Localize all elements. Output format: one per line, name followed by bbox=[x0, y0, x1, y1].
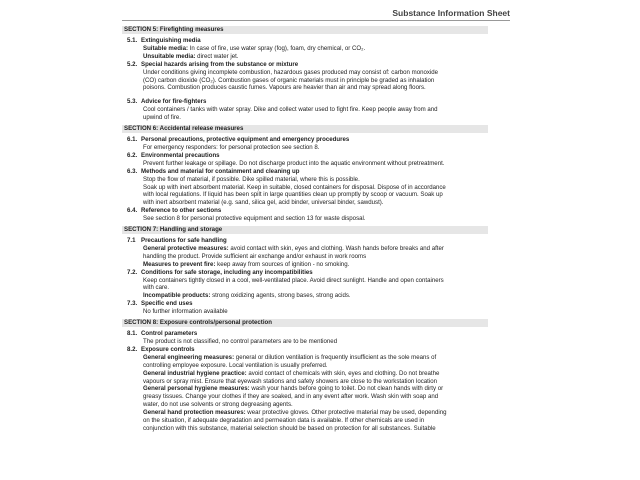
subsection-8-2-heading bbox=[122, 346, 488, 354]
section-8-heading: SECTION 8: Exposure controls/personal protection bbox=[122, 319, 488, 327]
subsection-title: Advice for fire-fighters bbox=[141, 98, 207, 106]
subsection-7-1-heading bbox=[122, 237, 488, 245]
subsection-number: 6.3. bbox=[127, 167, 138, 175]
incompatible-products-text: strong oxidizing agents, strong bases, strong acids. bbox=[210, 292, 351, 300]
subsection-7-3-heading bbox=[122, 300, 488, 308]
paragraph-line: greasy tissues. Change your clothes if they are soaked, and in any event after work. Wash skin with soap and bbox=[143, 393, 439, 401]
suitable-media-label: Suitable media: bbox=[143, 44, 189, 52]
subsection-title: Conditions for safe storage, including any incompatibilities bbox=[141, 268, 313, 276]
paragraph-line: vapours or spray mist. Ensure that eyewash stations and safety showers are close to the workstation location bbox=[143, 377, 437, 385]
paragraph-line: with care. bbox=[143, 284, 170, 292]
subsection-number: 5.2. bbox=[127, 60, 138, 68]
subsection-title: Extinguishing media bbox=[141, 37, 201, 44]
subsection-number: 5.1. bbox=[127, 37, 138, 44]
paragraph-line: with local regulations. If liquid has been spilt in large quantities clean up promptly by scoop or vacuum. Soak up bbox=[143, 191, 443, 199]
subsection-number: 8.1. bbox=[127, 330, 138, 338]
document-body bbox=[122, 26, 488, 433]
section-6-heading: SECTION 6: Accidental release measures bbox=[122, 125, 488, 133]
general-protective-line bbox=[122, 245, 488, 253]
paragraph-line: with inert absorbent material (e.g. sand, silica gel, acid binder, universal binder, sawdust). bbox=[143, 199, 384, 207]
incompatible-products-line bbox=[122, 292, 488, 300]
paragraph-line: Soak up with inert absorbent material. Keep in suitable, closed containers for disposal. Dispose of in accordance bbox=[143, 183, 446, 191]
paragraph-line: For emergency responders: for personal protection see section 8. bbox=[143, 143, 320, 151]
section-5-heading: SECTION 5: Firefighting measures bbox=[122, 26, 488, 34]
subsection-number: 7.1 bbox=[127, 237, 136, 245]
paragraph-line: Prevent further leakage or spillage. Do not discharge product into the aquatic environment without pretreatment. bbox=[143, 159, 445, 167]
engineering-measures-text: general or dilution ventilation is frequently insufficient as the sole means of bbox=[234, 353, 437, 361]
unsuitable-media-label: Unsuitable media: bbox=[143, 52, 196, 60]
paragraph-line: The product is not classified, no control parameters are to be mentioned bbox=[143, 338, 338, 345]
subsection-number: 5.3. bbox=[127, 98, 138, 106]
suitable-media-line bbox=[122, 45, 488, 53]
unsuitable-media-text: direct water jet. bbox=[195, 52, 239, 60]
paragraph-line: controlling employee exposure. Local ventilation is usually preferred. bbox=[143, 361, 328, 369]
industrial-hygiene-label: General industrial hygiene practice: bbox=[143, 369, 247, 377]
subsection-5-1-heading bbox=[122, 37, 488, 45]
subsection-6-4-heading bbox=[122, 207, 488, 215]
paragraph-line: (CO) carbon dioxide (CO₂). Combustion gases of organic materials must in principle be graded as inhalation bbox=[143, 76, 435, 84]
suitable-media-text: In case of fire, use water spray (fog), foam, dry chemical, or CO₂. bbox=[188, 44, 366, 52]
paragraph-line: conjunction with this substance, material selection should be based on protection for all substances. Suitable bbox=[143, 424, 436, 432]
subsection-title: Methods and material for containment and cleaning up bbox=[141, 167, 300, 175]
subsection-title: Environmental precautions bbox=[141, 151, 220, 159]
paragraph-line: water, do not use solvents or strong degreasing agents. bbox=[143, 401, 293, 409]
subsection-title: Specific end uses bbox=[141, 300, 193, 308]
hand-protection-text: wear protective gloves. Other protective material may be used, depending bbox=[245, 409, 447, 417]
paragraph-line: See section 8 for personal protective equipment and section 13 for waste disposal. bbox=[143, 215, 366, 223]
subsection-number: 6.1. bbox=[127, 136, 138, 144]
paragraph-line: handling the product. Provide sufficient air exchange and/or exhaust in work rooms bbox=[143, 252, 367, 260]
paragraph-line: Keep containers tightly closed in a cool, well-ventilated place. Avoid direct sunlight. Handle and open containers bbox=[143, 276, 444, 284]
subsection-title: Precautions for safe handling bbox=[141, 237, 227, 245]
subsection-title: Control parameters bbox=[141, 330, 198, 338]
industrial-hygiene-text: avoid contact of chemicals with skin, eyes and clothing. Do not breathe bbox=[246, 369, 440, 377]
subsection-number: 6.2. bbox=[127, 151, 138, 159]
subsection-title: Special hazards arising from the substance or mixture bbox=[141, 60, 299, 68]
paragraph-line: Under conditions giving incomplete combustion, hazardous gases produced may consist of: carbon monoxide bbox=[143, 68, 439, 76]
subsection-5-2-heading bbox=[122, 61, 488, 69]
general-protective-label: General protective measures: bbox=[143, 244, 229, 252]
subsection-number: 7.2. bbox=[127, 268, 138, 276]
subsection-title: Exposure controls bbox=[141, 345, 195, 353]
subsection-title: Personal precautions, protective equipment and emergency procedures bbox=[141, 136, 350, 144]
hand-protection-line bbox=[122, 409, 488, 417]
engineering-measures-line bbox=[122, 354, 488, 362]
paragraph-line: on the situation, if adequate degradation and permeation data is available. If other chemicals are used in bbox=[143, 417, 425, 425]
subsection-7-2-heading bbox=[122, 269, 488, 277]
title-divider bbox=[122, 20, 510, 21]
general-protective-text: avoid contact with skin, eyes and clothing. Wash hands before breaks and after bbox=[228, 244, 444, 252]
prevent-fire-text: keep away from sources of ignition - no smoking. bbox=[215, 260, 350, 268]
paragraph-line: Cool containers / tanks with water spray. Dike and collect water used to fight fire. Keep people away from and bbox=[143, 106, 438, 114]
prevent-fire-label: Measures to prevent fire: bbox=[143, 260, 216, 268]
engineering-measures-label: General engineering measures: bbox=[143, 353, 235, 361]
subsection-6-2-heading bbox=[122, 152, 488, 160]
section-7-heading: SECTION 7: Handling and storage bbox=[122, 226, 488, 234]
industrial-hygiene-line bbox=[122, 370, 488, 378]
personal-hygiene-text: wash your hands before going to toilet. Do not clean hands with dirty or bbox=[249, 385, 444, 393]
subsection-6-1-heading bbox=[122, 136, 488, 144]
incompatible-products-label: Incompatible products: bbox=[143, 292, 211, 300]
subsection-number: 7.3. bbox=[127, 300, 138, 308]
paragraph-line: No further information available bbox=[143, 308, 228, 316]
hand-protection-label: General hand protection measures: bbox=[143, 409, 246, 417]
subsection-5-3-heading bbox=[122, 98, 488, 106]
subsection-title: Reference to other sections bbox=[141, 207, 222, 215]
paragraph-line: Stop the flow of material, if possible. Dike spilled material, where this is possible. bbox=[143, 175, 360, 183]
personal-hygiene-label: General personal hygiene measures: bbox=[143, 385, 250, 393]
personal-hygiene-line bbox=[122, 385, 488, 393]
paragraph-line: upwind of fire. bbox=[143, 114, 181, 122]
unsuitable-media-line bbox=[122, 53, 488, 61]
prevent-fire-line bbox=[122, 261, 488, 269]
document-title: Substance Information Sheet bbox=[392, 8, 510, 18]
subsection-6-3-heading bbox=[122, 168, 488, 176]
subsection-8-1-heading bbox=[122, 330, 488, 338]
subsection-number: 8.2. bbox=[127, 345, 138, 353]
paragraph-line: poisons. Combustion produces caustic fumes. Vapours are heavier than air and may spread along floors. bbox=[143, 84, 426, 92]
subsection-number: 6.4. bbox=[127, 207, 138, 215]
